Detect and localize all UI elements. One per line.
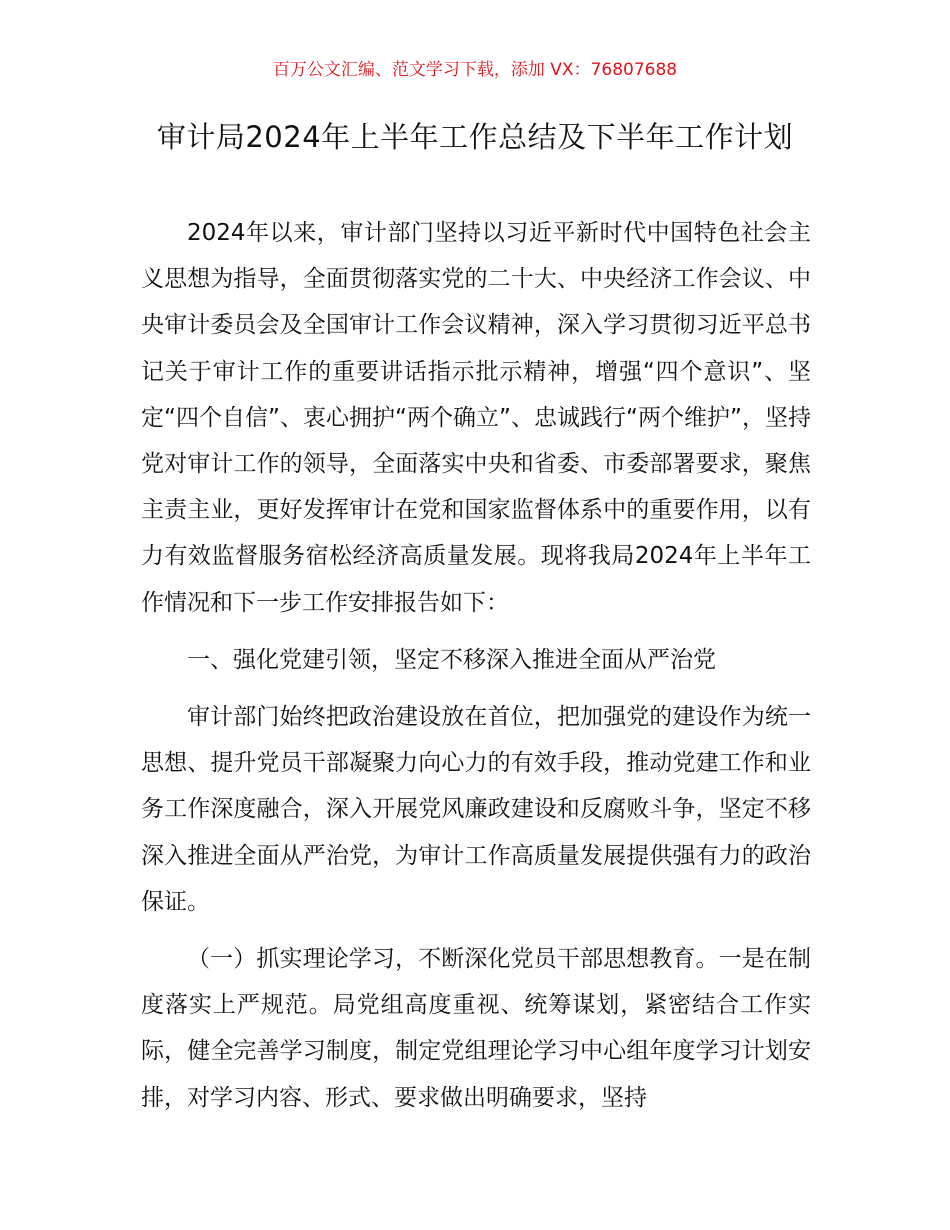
document-title: 审计局2024年上半年工作总结及下半年工作计划 — [156, 120, 794, 154]
subsection-1-paragraph: （一）抓实理论学习，不断深化党员干部思想教育。一是在制度落实上严规范。局党组高度重视、统筹谋划，紧密结合工作实际，健全完善学习制度，制定党组理论学习中心组年度学习计划安排，对学习内容、形式、要求做出明确要求，坚持 — [141, 946, 811, 1111]
section-heading-1: 一、强化党建引领，坚定不移深入推进全面从严治党 — [187, 646, 716, 673]
intro-paragraph: 2024年以来，审计部门坚持以习近平新时代中国特色社会主义思想为指导，全面贯彻落实党的二十大、中央经济工作会议、中央审计委员会及全国审计工作会议精神，深入学习贯彻习近平总书记关于审计工作的重要讲话指示批示精神，增强“四个意识”、坚定“四个自信”、衷心拥护“两个确立”、忠诚践行“两个维护”，坚持党对审计工作的领导，全面落实中央和省委、市委部署要求，聚焦主责主业，更好发挥审计在党和国家监督体系中的重要作用，以有力有效监督服务宿松经济高质量发展。现将我局2024年上半年工作情况和下一步工作安排报告如下： — [141, 220, 811, 616]
document-body — [141, 210, 811, 1121]
watermark-banner: 百万公文汇编、范文学习下载，添加 VX：76807688 — [272, 60, 678, 80]
section-1-paragraph: 审计部门始终把政治建设放在首位，把加强党的建设作为统一思想、提升党员干部凝聚力向心力的有效手段，推动党建工作和业务工作深度融合，深入开展党风廉政建设和反腐败斗争，坚定不移深入推进全面从严治党，为审计工作高质量发展提供强有力的政治保证。 — [141, 704, 811, 915]
